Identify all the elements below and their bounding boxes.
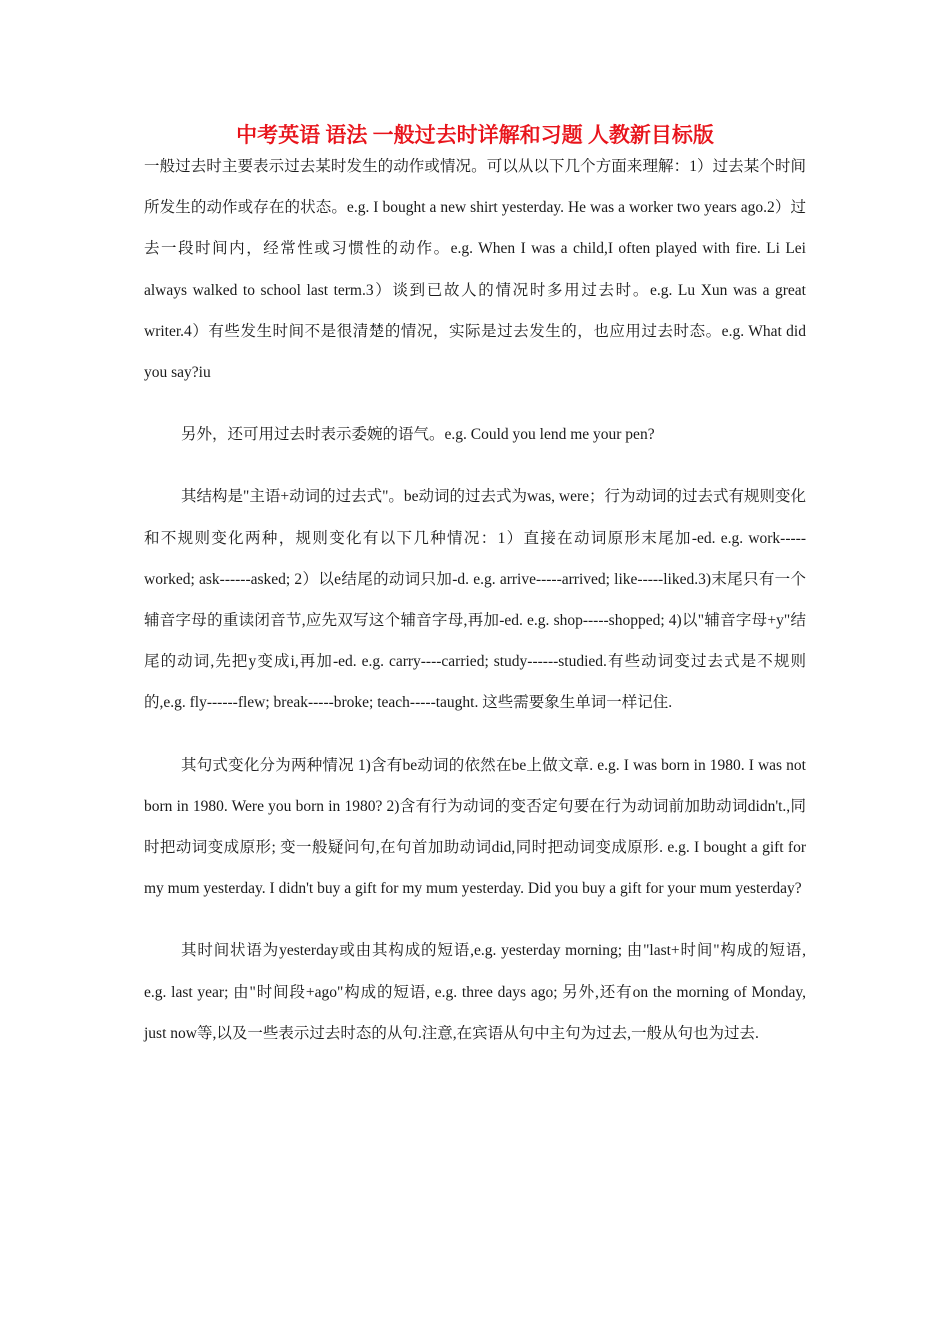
paragraph-spacer bbox=[144, 455, 806, 476]
paragraph-structure: 其结构是"主语+动词的过去式"。be动词的过去式为was, were；行为动词的过去式有规则变化和不规则变化两种，规则变化有以下几种情况：1）直接在动词原形末尾加-ed. e.g. work-----worked; ask------asked; 2）以e结尾的动词只加-d. e.g. arrive-----arrived; like-----liked.3)末尾只有一个辅音字母的重读闭音节,应先双写这个辅音字母,再加-ed. e.g. shop-----shopped; 4)以"辅音字母+y"结尾的动词,先把y变成i,再加-ed. e.g. carry----carried; study------studied.有些动词变过去式是不规则的,e.g. fly------flew; break-----broke; teach-----taught. 这些需要象生单词一样记住. bbox=[144, 488, 806, 712]
paragraph-spacer bbox=[144, 724, 806, 745]
paragraph-spacer bbox=[144, 909, 806, 930]
document-title: 中考英语 语法 一般过去时详解和习题 人教新目标版 bbox=[236, 123, 714, 147]
paragraph-polite-tone: 另外，还可用过去时表示委婉的语气。e.g. Could you lend me your pen? bbox=[181, 426, 655, 444]
paragraph-intro: 一般过去时主要表示过去某时发生的动作或情况。可以从以下几个方面来理解：1）过去某个时间所发生的动作或存在的状态。e.g. I bought a new shirt yesterday. He was a worker two years ago.2）过去一段时间内，经常性或习惯性的动作。e.g. When I was a child,I often played with fire. Li Lei always walked to school last term.3）谈到已故人的情况时多用过去时。e.g. Lu Xun was a great writer.4）有些发生时间不是很清楚的情况，实际是过去发生的，也应用过去时态。e.g. What did you say?iu bbox=[144, 158, 806, 382]
paragraph-sentence-forms: 其句式变化分为两种情况 1)含有be动词的依然在be上做文章. e.g. I was born in 1980. I was not born in 1980. Were you born in 1980? 2)含有行为动词的变否定句要在行为动词前加助动词didn't.,同时把动词变成原形; 变一般疑问句,在句首加助动词did,同时把动词变成原形. e.g. I bought a gift for my mum yesterday. I didn't buy a gift for my mum yesterday. Did you buy a gift for your mum yesterday? bbox=[144, 756, 806, 898]
paragraph-spacer bbox=[144, 393, 806, 414]
paragraph-time-adverbials: 其时间状语为yesterday或由其构成的短语,e.g. yesterday morning; 由"last+时间"构成的短语, e.g. last year; 由"时间段+ago"构成的短语, e.g. three days ago; 另外,还有on the morning of Monday, just now等,以及一些表示过去时态的从句.注意,在宾语从句中主句为过去,一般从句也为过去. bbox=[144, 942, 806, 1042]
document-page bbox=[144, 118, 806, 1054]
